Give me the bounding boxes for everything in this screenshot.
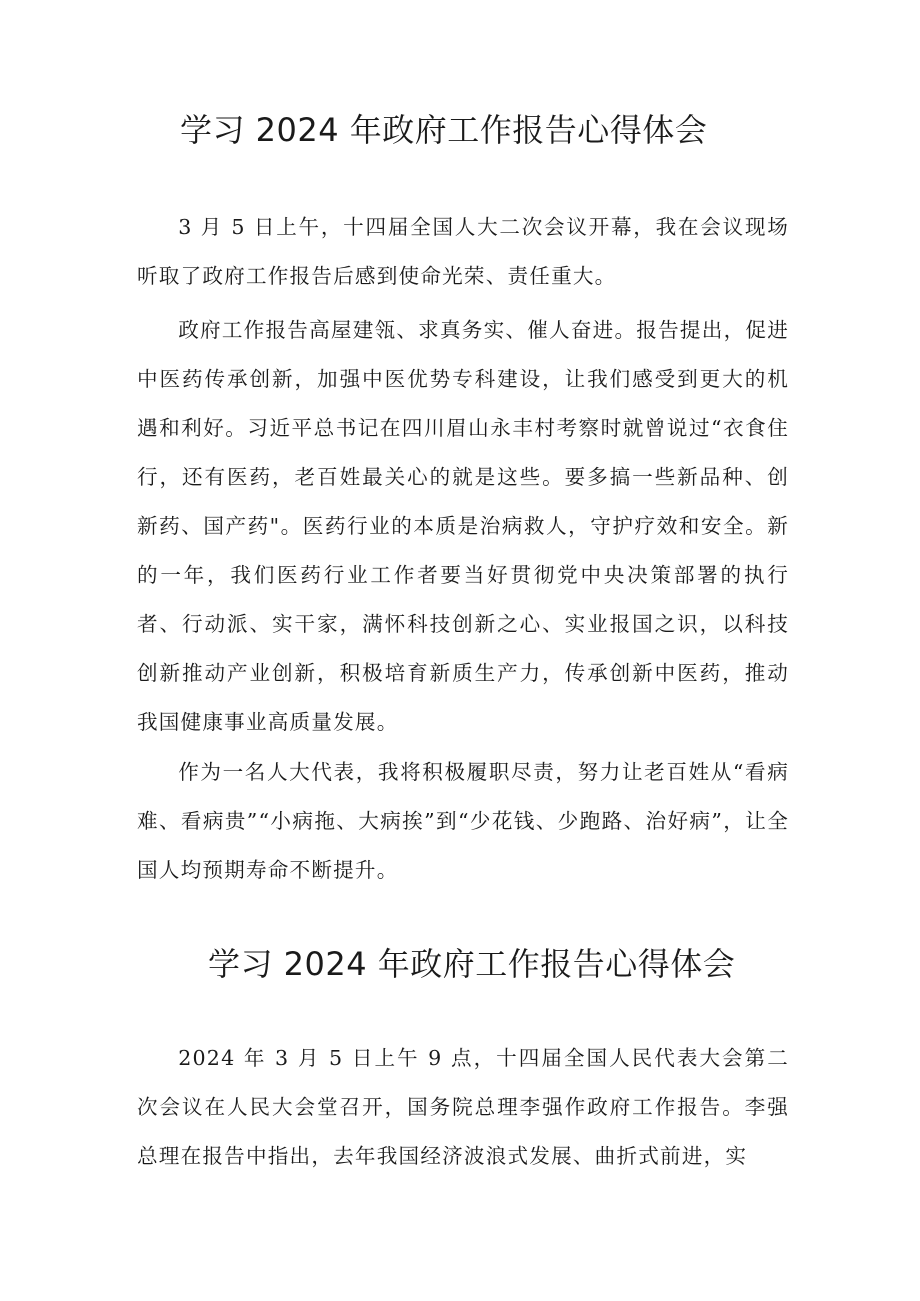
section-1-paragraph-2: 政府工作报告高屋建瓴、求真务实、催人奋进。报告提出，促进中医药传承创新，加强中医优势专科建设，让我们感受到更大的机遇和利好。习近平总书记在四川眉山永丰村考察时就曾说过“衣食住行，还有医药，老百姓最关心的就是这些。要多搞一些新品种、创新药、国产药"。医药行业的本质是治病救人，守护疗效和安全。新的一年，我们医药行业工作者要当好贯彻党中央决策部署的执行者、行动派、实干家，满怀科技创新之心、实业报国之识，以科技创新推动产业创新，积极培育新质生产力，传承创新中医药，推动我国健康事业高质量发展。: [137, 318, 789, 734]
section-1-paragraph-3: 作为一名人大代表，我将积极履职尽责，努力让老百姓从“看病难、看病贵”“小病拖、大病挨”到“少花钱、少跑路、治好病”，让全国人均预期寿命不断提升。: [137, 760, 789, 882]
section-2-title: 学习 2024 年政府工作报告心得体会: [208, 945, 736, 983]
section-1-paragraph-1: 3 月 5 日上午，十四届全国人大二次会议开幕，我在会议现场听取了政府工作报告后感到使命光荣、责任重大。: [137, 215, 789, 288]
section-2-paragraph-1: 2024 年 3 月 5 日上午 9 点，十四届全国人民代表大会第二次会议在人民大会堂召开，国务院总理李强作政府工作报告。李强总理在报告中指出，去年我国经济波浪式发展、曲折式前进，实: [137, 1046, 789, 1168]
section-1-title: 学习 2024 年政府工作报告心得体会: [180, 111, 708, 149]
